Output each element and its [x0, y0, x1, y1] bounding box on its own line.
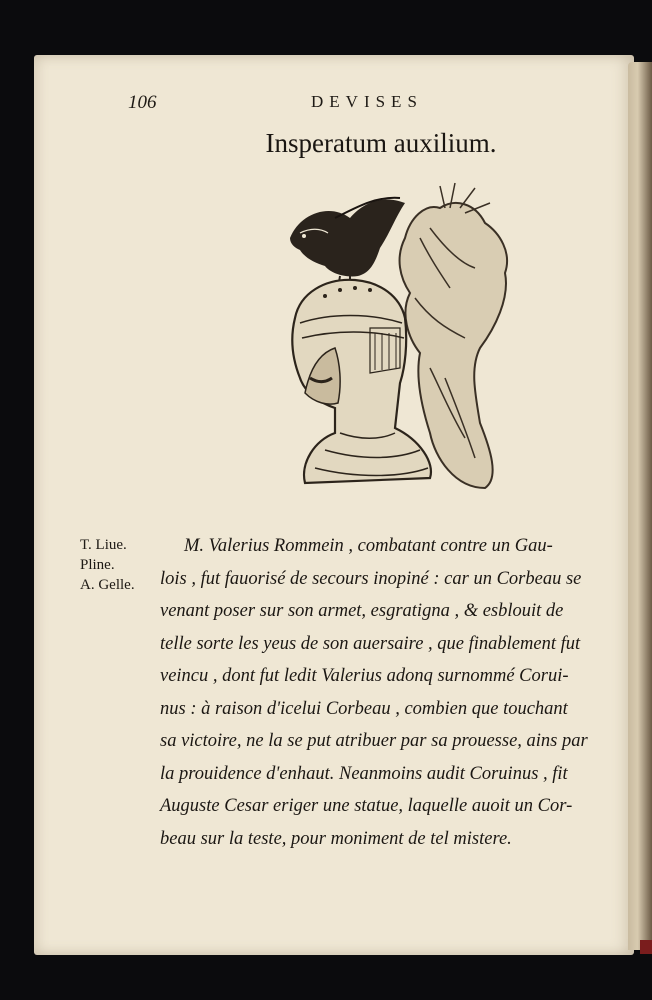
margin-note: Pline. — [80, 557, 115, 573]
text-line: venant poser sur son armet, esgratigna , & esblouit de — [160, 601, 564, 621]
text-line: telle sorte les yeus de son auersaire , que finablement fut — [160, 633, 581, 654]
text-line: sa victoire, ne la se put atribuer par sa prouesse, ains par — [160, 731, 588, 751]
margin-note: A. Gelle. — [80, 577, 135, 593]
facing-page-edge — [628, 62, 652, 950]
text-line: lois , fut fauorisé de secours inopiné : car un Corbeau se — [160, 568, 582, 589]
margin-references — [80, 535, 150, 595]
device-motto: Insperatum auxilium. — [265, 128, 497, 158]
page-number: 106 — [128, 92, 157, 113]
text-line: la prouidence d'enhaut. Neanmoins audit Coruinus , fit — [160, 763, 568, 784]
text-line: beau sur la teste, pour moniment de tel mistere. — [160, 828, 512, 849]
raven-icon — [290, 198, 405, 288]
text-line: Auguste Cesar eriger une statue, laquelle auoit un Cor- — [160, 796, 573, 816]
page-header — [128, 92, 622, 116]
body-paragraph — [160, 530, 610, 855]
text-line: veincu , dont fut ledit Valerius adonq surnommé Corui- — [160, 666, 569, 686]
running-head: DEVISES — [311, 92, 423, 111]
text-line: nus : à raison d'icelui Corbeau , combien que touchant — [160, 698, 568, 719]
text-line: M. Valerius Rommein , combatant contre un Gau- — [184, 536, 553, 556]
binding-edge — [640, 940, 652, 954]
woodcut-illustration — [280, 178, 520, 498]
margin-note: T. Liue. — [80, 537, 127, 553]
